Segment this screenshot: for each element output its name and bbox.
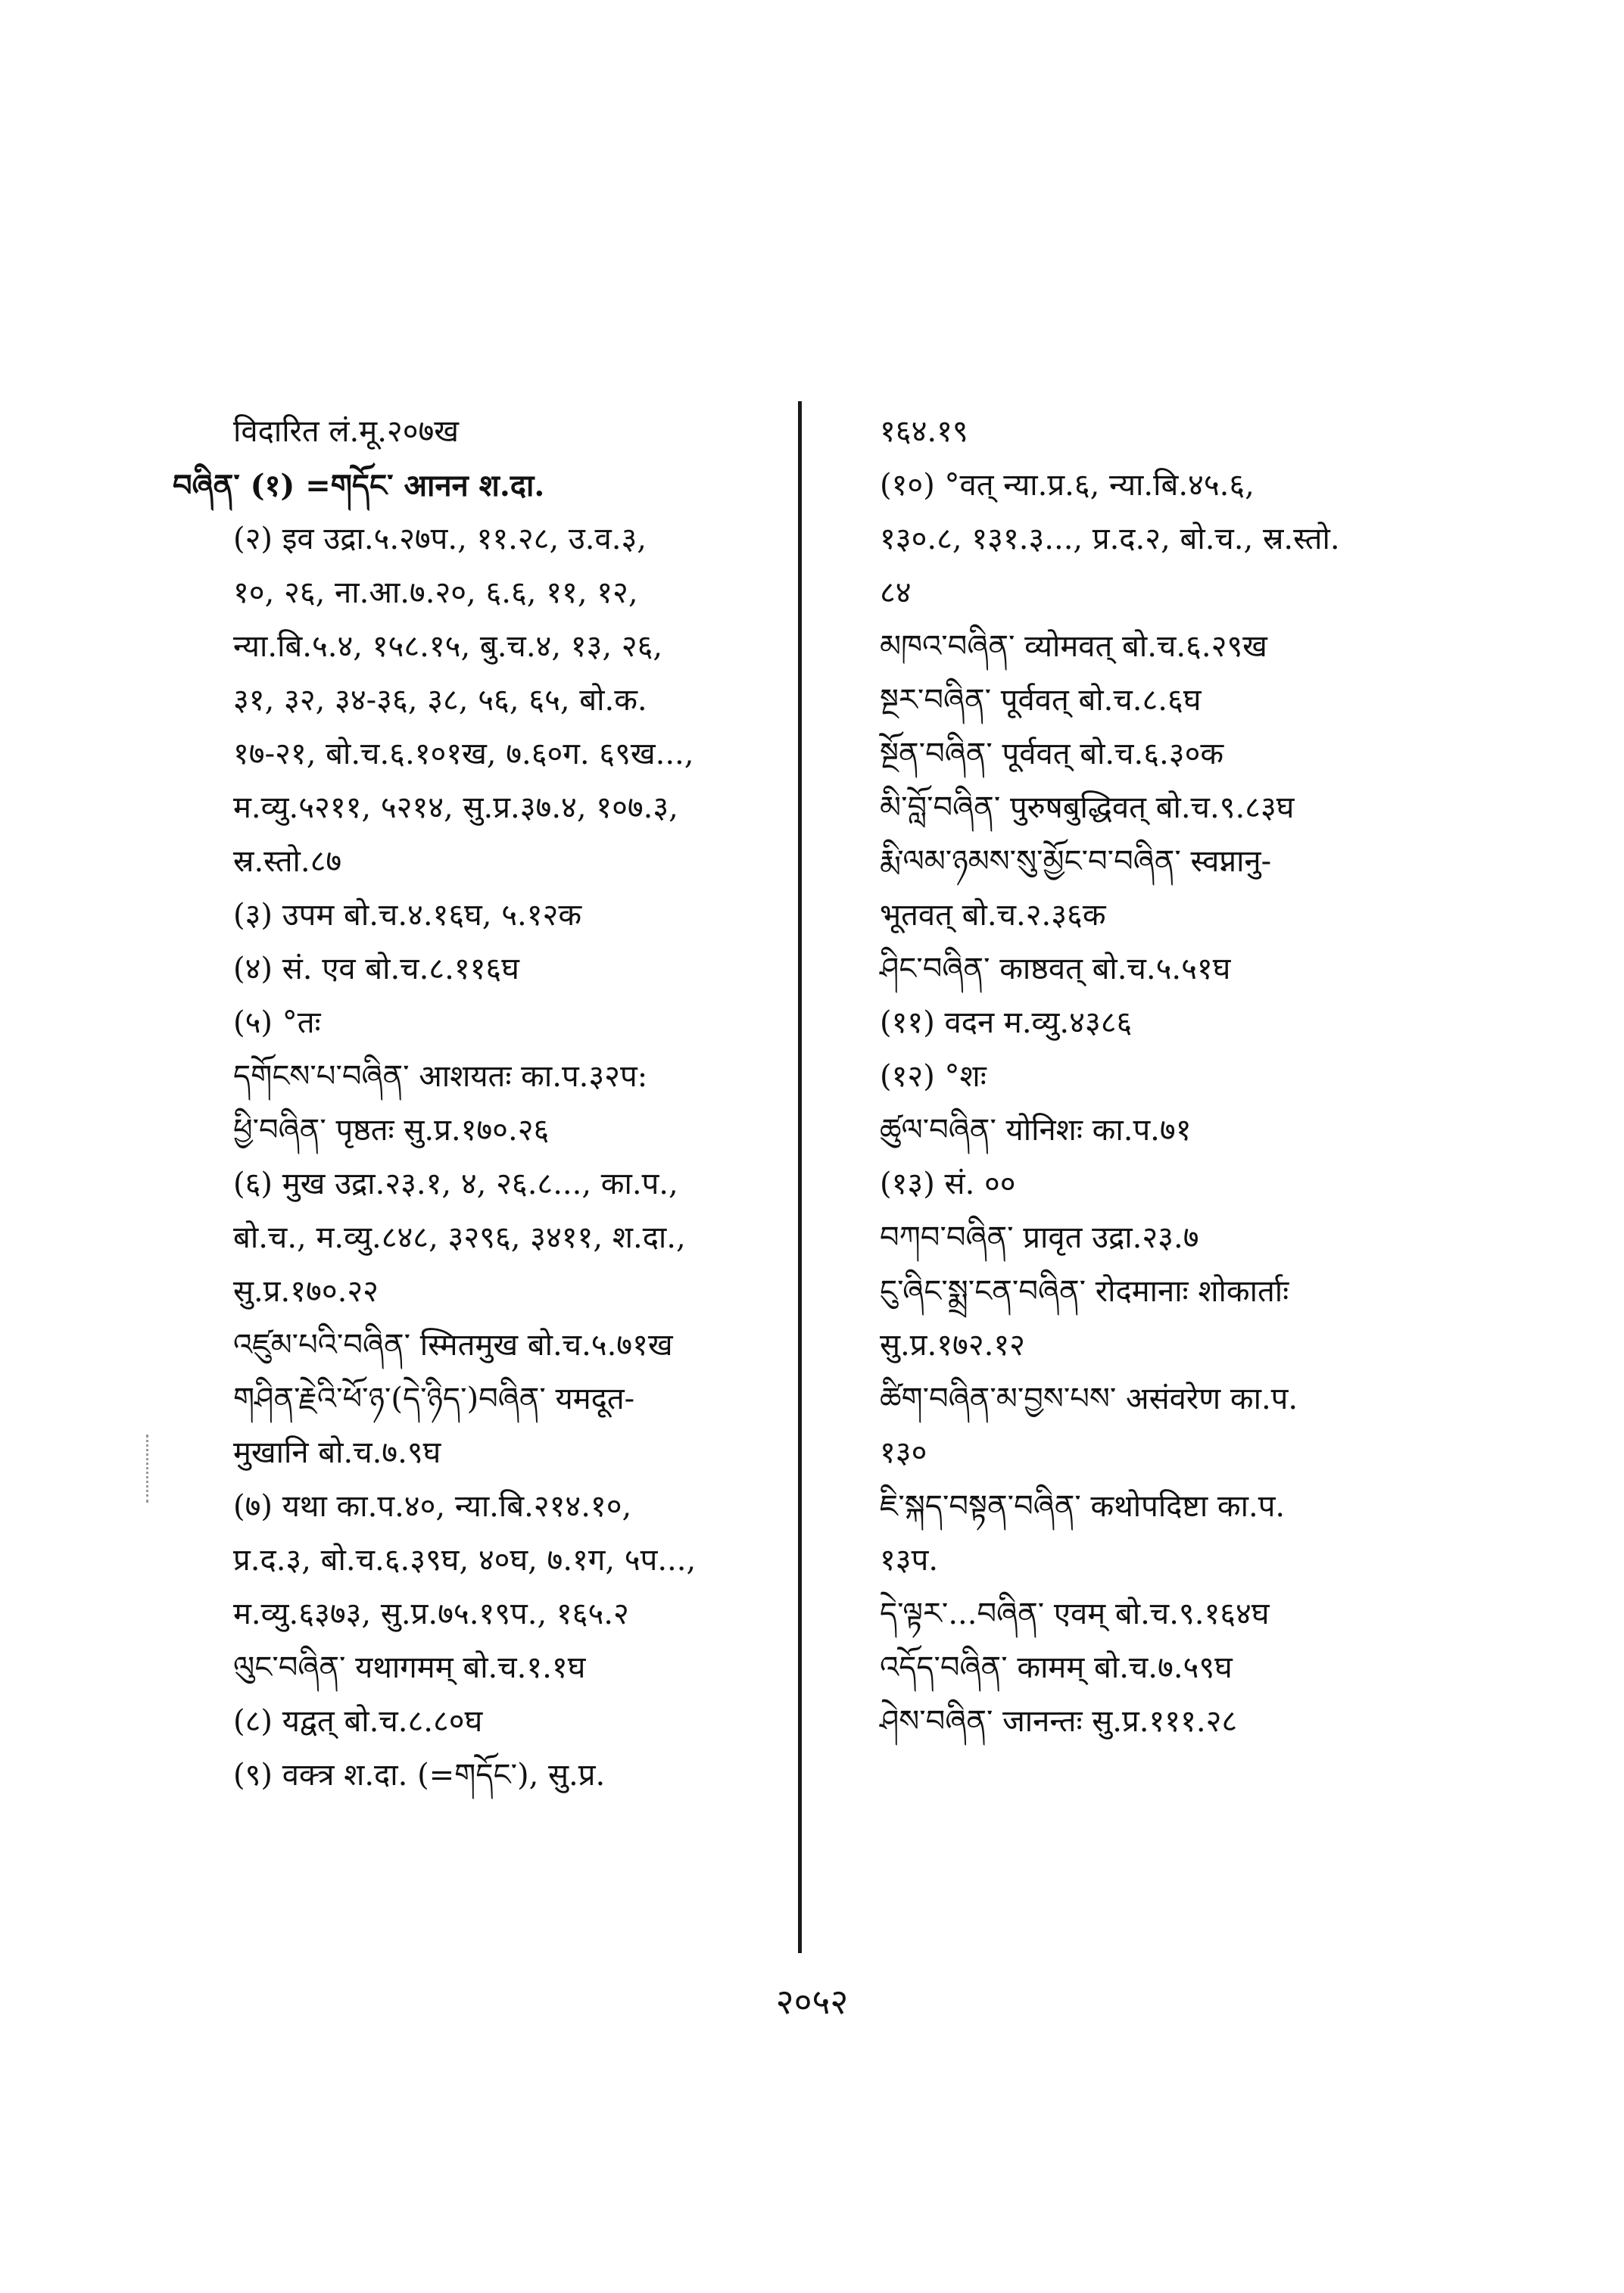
- text-line: ངུ་ཞིང་སྨྲ་ངན་བཞིན་ रोदमानाः शोकार्ताः: [880, 1274, 1289, 1309]
- text-line: (७) यथा का.प.४०, न्या.बि.२१४.१०,: [233, 1489, 632, 1524]
- text-line: १३प.: [880, 1543, 939, 1578]
- text-line: བཀབ་བཞིན་ प्रावृत उद्रा.२३.७: [880, 1220, 1199, 1255]
- text-line: ८४: [880, 575, 912, 610]
- text-line: (१०) °वत् न्या.प्र.६, न्या.बि.४५.६,: [880, 468, 1255, 503]
- text-line: १७-२१, बो.च.६.१०१ख, ७.६०ग. ६९ख...,: [233, 737, 694, 771]
- text-line: (३) उपम बो.च.४.१६घ, ५.१२क: [233, 898, 582, 933]
- text-line: འཛུམ་པའི་བཞིན་ स्मितमुख बो.च.५.७१ख: [233, 1328, 673, 1363]
- text-line: बो.च., म.व्यु.८४८, ३२९६, ३४११, श.दा.,: [233, 1220, 686, 1255]
- text-line: प्र.द.३, बो.च.६.३९घ, ४०घ, ७.१ग, ५प...,: [233, 1543, 697, 1578]
- margin-dots: [146, 1435, 151, 1503]
- text-line: རྨི་ལམ་ཉམས་སུ་མྱོང་བ་བཞིན་ स्वप्नानु-: [880, 844, 1272, 879]
- text-line: (८) यद्वत् बो.च.८.८०घ: [233, 1704, 483, 1739]
- left-column: [173, 405, 801, 1802]
- text-line: ཕྱི་བཞིན་ पृष्ठतः सु.प्र.१७०.२६: [233, 1113, 550, 1148]
- text-line: མཁའ་བཞིན་ व्योमवत् बो.च.६.२९ख: [880, 629, 1267, 664]
- text-line: सु.प्र.१७२.१२: [880, 1328, 1025, 1363]
- text-line: ३१, ३२, ३४-३६, ३८, ५६, ६५, बो.क.: [233, 683, 647, 718]
- text-line: स्र.स्तो.८७: [233, 844, 342, 879]
- text-line: (६) मुख उद्रा.२३.१, ४, २६.८..., का.प.,: [233, 1167, 678, 1201]
- text-line: (२) इव उद्रा.५.२७प., ११.२८, उ.व.३,: [233, 522, 647, 556]
- text-line: གཤིན་རྗེའི་ཕོ་ཉ་(དེ་ཉིད་)བཞིན་ यमदूत-: [233, 1382, 635, 1416]
- text-line: དགོངས་པ་བཞིན་ आशयतः का.प.३२प:: [233, 1059, 648, 1094]
- text-line: ཚུལ་བཞིན་ योनिशः का.प.७१: [880, 1113, 1192, 1148]
- text-line: १६४.१९: [880, 414, 968, 449]
- text-line: (९) वक्त्र श.दा. (=གདོང་), सु.प्र.: [233, 1758, 606, 1793]
- text-line: म.व्यु.६३७३, सु.प्र.७५.१९प., १६५.२: [233, 1597, 629, 1631]
- page-number: २०५२: [775, 1981, 849, 2022]
- text-line: (१२) °शः: [880, 1059, 987, 1094]
- text-line: (५) °तः: [233, 1005, 321, 1040]
- text-line: ཤིང་བཞིན་ काष्ठवत् बो.च.५.५१घ: [880, 952, 1231, 986]
- text-line: (४) सं. एव बो.च.८.११६घ: [233, 952, 519, 986]
- text-line: འདོད་བཞིན་ कामम् बो.च.७.५९घ: [880, 1650, 1233, 1685]
- text-line: सु.प्र.१७०.२२: [233, 1274, 379, 1309]
- text-line: म.व्यु.५२११, ५२१४, सु.प्र.३७.४, १०७.३,: [233, 790, 678, 825]
- text-line: ལུང་བཞིན་ यथागमम् बो.च.१.१घ: [233, 1650, 586, 1685]
- text-line: ཚིག་བཞིན་མ་བྱས་པས་ असंवरेण का.प.: [880, 1382, 1298, 1416]
- text-line: भूतवत् बो.च.२.३६क: [880, 898, 1106, 933]
- text-line: སྔར་བཞིན་ पूर्ववत् बो.च.८.६घ: [880, 683, 1202, 718]
- text-line: དེ་ལྟར་...བཞིན་ एवम् बो.च.९.१६४घ: [880, 1597, 1270, 1631]
- text-line: न्या.बि.५.४, १५८.१५, बु.च.४, १३, २६,: [233, 629, 663, 664]
- right-column: [880, 405, 1455, 1749]
- text-line: मुखानि बो.च.७.९घ: [233, 1435, 441, 1470]
- column-divider: [798, 401, 802, 1953]
- text-line: (१३) सं. ००: [880, 1167, 1016, 1201]
- text-line: १३०: [880, 1435, 927, 1470]
- text-line: १०, २६, ना.आ.७.२०, ६.६, ११, १२,: [233, 575, 638, 610]
- text-line: (११) वदन म.व्यु.४३८६: [880, 1005, 1133, 1040]
- text-line: ཤེས་བཞིན་ जानन्तः सु.प्र.१११.२८: [880, 1704, 1238, 1739]
- text-line: १३०.८, १३१.३..., प्र.द.२, बो.च., स्र.स्तो.: [880, 522, 1340, 556]
- headword-line: བཞིན་ (१) =གདོང་ आनन श.दा.: [173, 468, 545, 503]
- text-line: विदारित लं.मू.२०७ख: [233, 414, 460, 449]
- text-line: སྔོན་བཞིན་ पूर्ववत् बो.च.६.३०क: [880, 737, 1224, 771]
- text-line: མི་བློ་བཞིན་ पुरुषबुद्धिवत् बो.च.९.८३घ: [880, 790, 1295, 825]
- text-line: ཇི་སྐད་བསྟན་བཞིན་ कथोपदिष्टा का.प.: [880, 1489, 1286, 1524]
